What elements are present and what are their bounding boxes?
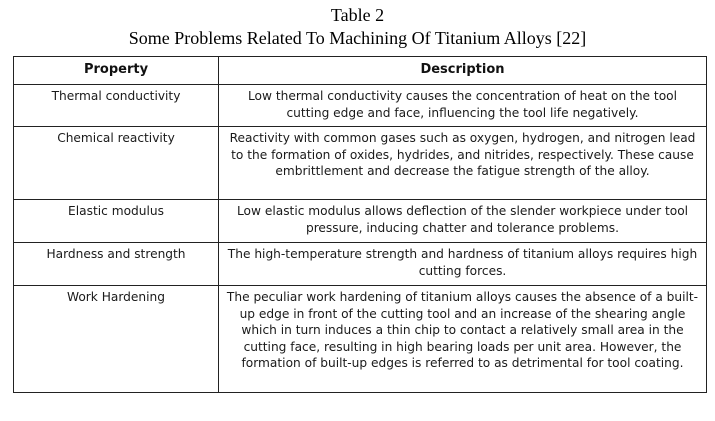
table-row [14, 286, 707, 393]
titanium-machining-problems-table [13, 56, 707, 393]
table-header-row [14, 57, 707, 85]
description-cell: Low elastic modulus allows deflection of the slender workpiece under tool pressure, inducing chatter and tolerance problems. [219, 200, 707, 243]
table-row [14, 243, 707, 286]
property-cell: Elastic modulus [14, 200, 219, 243]
header-description: Description [219, 57, 707, 85]
description-cell: The high-temperature strength and hardness of titanium alloys requires high cutting forces. [219, 243, 707, 286]
description-cell: Reactivity with common gases such as oxygen, hydrogen, and nitrogen lead to the formation of oxides, hydrides, and nitrides, respectively. These cause embrittlement and decrease the fatigue strength of the alloy. [219, 127, 707, 200]
property-cell: Work Hardening [14, 286, 219, 393]
table-row [14, 127, 707, 200]
property-cell: Chemical reactivity [14, 127, 219, 200]
table-label: Table 2 [330, 5, 385, 25]
table-row [14, 85, 707, 127]
header-property: Property [14, 57, 219, 85]
table-row [14, 200, 707, 243]
property-cell: Hardness and strength [14, 243, 219, 286]
description-cell: Low thermal conductivity causes the concentration of heat on the tool cutting edge and face, influencing the tool life negatively. [219, 85, 707, 127]
table-title: Some Problems Related To Machining Of Titanium Alloys [22] [128, 28, 587, 48]
description-cell: The peculiar work hardening of titanium alloys causes the absence of a built-up edge in front of the cutting tool and an increase of the shearing angle which in turn induces a thin chip to contact a relatively small area in the cutting face, resulting in high bearing loads per unit area. However, the formation of built-up edges is referred to as detrimental for tool coating. [219, 286, 707, 393]
property-cell: Thermal conductivity [14, 85, 219, 127]
